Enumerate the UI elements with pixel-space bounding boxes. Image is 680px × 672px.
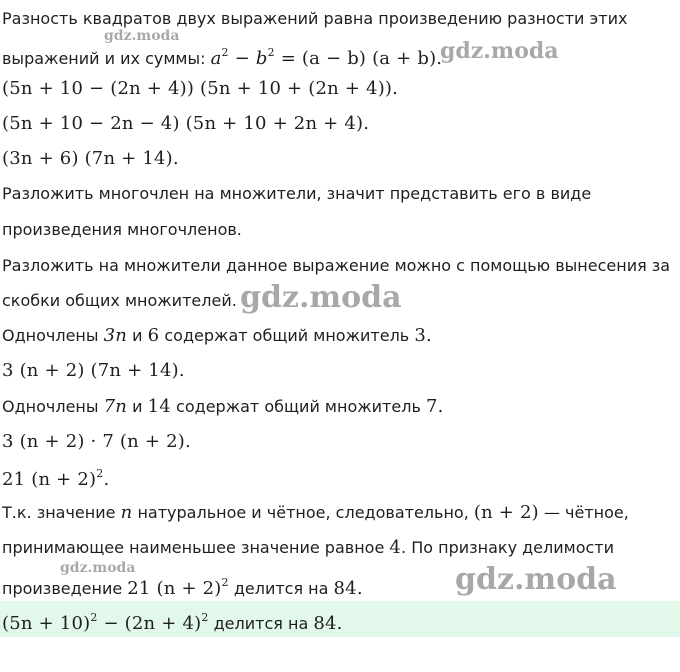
text-line-2 bbox=[2, 42, 442, 70]
formula-line-11: 3 (n + 2) (7n + 14). bbox=[2, 360, 185, 381]
text-line-7: произведения многочленов. bbox=[2, 220, 242, 239]
formula-line-5: (3n + 6) (7n + 14). bbox=[2, 148, 179, 169]
watermark-small: gdz.moda bbox=[104, 28, 180, 44]
text-line-15: Т.к. значение n натуральное и чётное, следовательно, (n + 2) — чётное, bbox=[2, 502, 629, 523]
text-line-6: Разложить многочлен на множители, значит представить его в виде bbox=[2, 184, 592, 203]
formula-line-14: 21 $(n + 2)^2$. bbox=[2, 467, 110, 490]
text-line-10: Одночлены 3n и 6 содержат общий множитель 3. bbox=[2, 325, 432, 346]
line-2-text: выражений и их суммы: bbox=[2, 49, 211, 68]
formula-difference-of-squares: $a^2 - b^2 = (a - b) (a + b)$. bbox=[210, 46, 443, 69]
text-line-1: Разность квадратов двух выражений равна произведению разности этих bbox=[2, 9, 628, 28]
text-line-8: Разложить на множители данное выражение можно с помощью вынесения за bbox=[2, 256, 671, 275]
text-line-17: произведение 21 $(n + 2)^2$ делится на 84. bbox=[2, 576, 363, 599]
formula-line-4: (5n + 10 − 2n − 4) (5n + 10 + 2n + 4). bbox=[2, 113, 370, 134]
formula-line-13: 3 (n + 2) · 7 (n + 2). bbox=[2, 431, 191, 452]
text-line-9: скобки общих множителей. bbox=[2, 291, 237, 310]
text-line-16: принимающее наименьшее значение равное 4. По признаку делимости bbox=[2, 537, 615, 558]
answer-line: $(5n + 10)^2 - (2n + 4)^2$ делится на 84. bbox=[2, 611, 343, 634]
watermark-middle: gdz.moda bbox=[240, 280, 402, 315]
formula-line-3: (5n + 10 − (2n + 4)) (5n + 10 + (2n + 4)). bbox=[2, 78, 399, 99]
watermark-bottom-right: gdz.moda bbox=[455, 562, 617, 597]
text-line-12: Одночлены 7n и 14 содержат общий множитель 7. bbox=[2, 396, 444, 417]
watermark-top-right: gdz.moda bbox=[440, 38, 559, 64]
watermark-bottom-small: gdz.moda bbox=[60, 560, 136, 576]
